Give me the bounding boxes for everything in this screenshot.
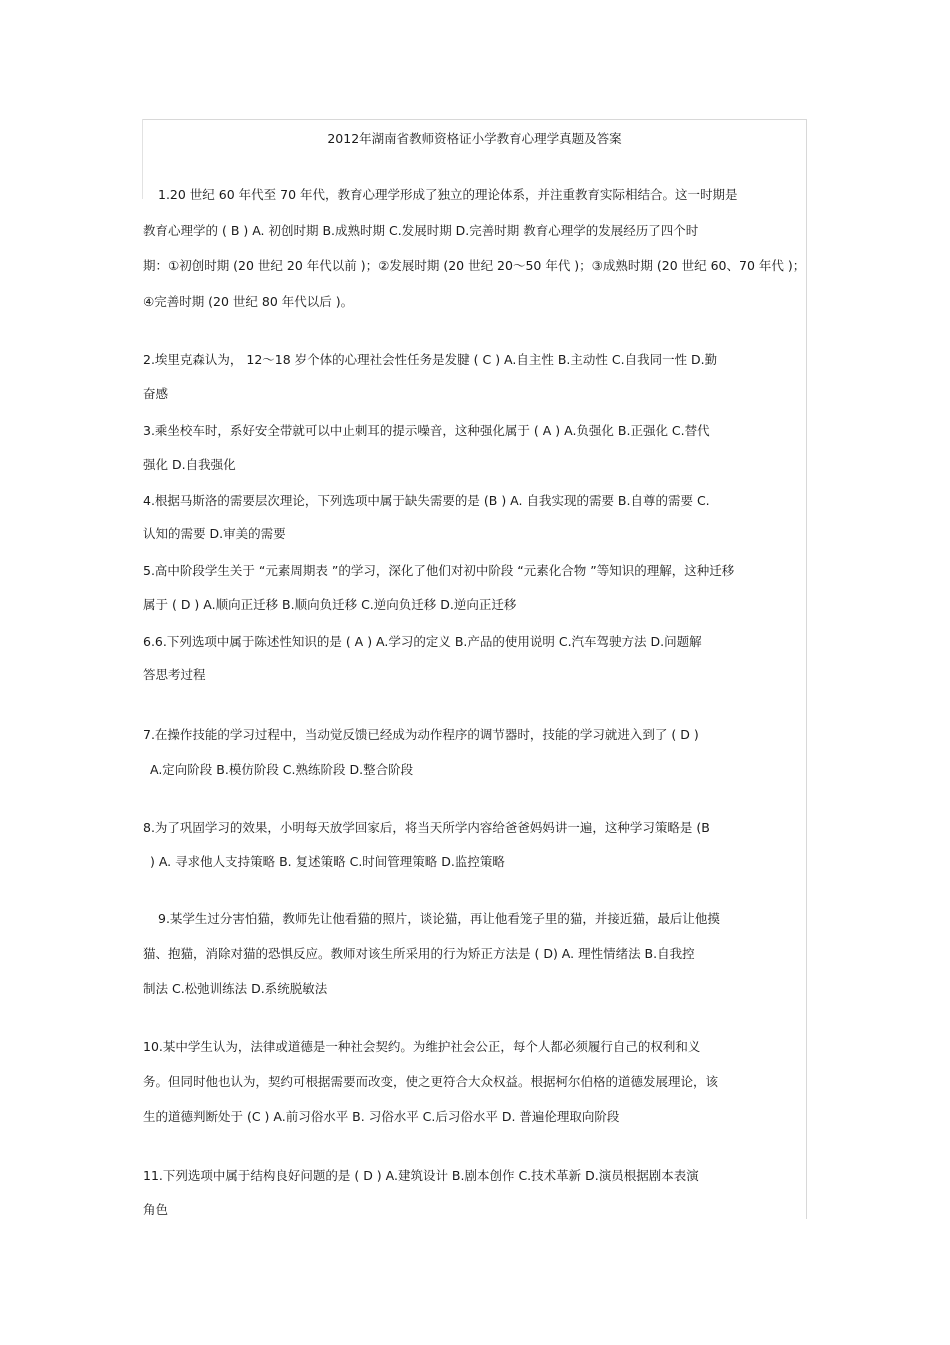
text-line: 2.埃里克森认为， 12～18 岁个体的心理社会性任务是发腱 ( C ) A.自主性 B.主动性 C.自我同一性 D.勤 — [143, 352, 718, 367]
text-line: 9.某学生过分害怕猫，教师先让他看猫的照片，谈论猫，再让他看笼子里的猫，并接近猫，最后让他摸 — [158, 911, 720, 926]
text-line: 答思考过程 — [143, 667, 206, 682]
text-line: A.定向阶段 B.模仿阶段 C.熟练阶段 D.整合阶段 — [150, 762, 414, 777]
page-border-right — [806, 119, 807, 1219]
text-line: 5.高中阶段学生关于 “元素周期表 ”的学习，深化了他们对初中阶段 “元素化合物 ”等知识的理解，这种迁移 — [143, 563, 735, 578]
text-line: 1.20 世纪 60 年代至 70 年代，教育心理学形成了独立的理论体系，并注重教育实际相结合。这一时期是 — [158, 187, 738, 202]
text-line: 教育心理学的 ( B ) A. 初创时期 B.成熟时期 C.发展时期 D.完善时期 教育心理学的发展经历了四个时 — [143, 223, 699, 238]
text-line: 属于 ( D ) A.顺向正迁移 B.顺向负迁移 C.逆向负迁移 D.逆向正迁移 — [143, 597, 517, 612]
text-line: 期：①初创时期 (20 世纪 20 年代以前 )；②发展时期 (20 世纪 20～50 年代 )；③成熟时期 (20 世纪 60、70 年代 )； — [143, 258, 806, 273]
text-line: ) A. 寻求他人支持策略 B. 复述策略 C.时间管理策略 D.监控策略 — [150, 854, 505, 869]
text-line: 3.乘坐校车时，系好安全带就可以中止刺耳的提示噪音，这种强化属于 ( A ) A.负强化 B.正强化 C.替代 — [143, 423, 710, 438]
text-line: 奋感 — [143, 386, 169, 401]
text-line: 4.根据马斯洛的需要层次理论，下列选项中属于缺失需要的是 (B ) A. 自我实现的需要 B.自尊的需要 C. — [143, 493, 710, 508]
text-line: 制法 C.松弛训练法 D.系统脱敏法 — [143, 981, 328, 996]
text-line: 猫、抱猫，消除对猫的恐惧反应。教师对该生所采用的行为矫正方法是 ( D) A. 理性情绪法 B.自我控 — [143, 946, 695, 961]
page-border-top — [142, 119, 807, 120]
text-line: 认知的需要 D.审美的需要 — [143, 526, 286, 541]
text-line: 生的道德判断处于 (C ) A.前习俗水平 B. 习俗水平 C.后习俗水平 D. 普遍伦理取向阶段 — [143, 1109, 620, 1124]
text-line: ④完善时期 (20 世纪 80 年代以后 )。 — [143, 294, 354, 309]
text-line: 7.在操作技能的学习过程中，当动觉反馈已经成为动作程序的调节器时，技能的学习就进入到了 ( D ) — [143, 727, 699, 742]
text-line: 10.某中学生认为，法律或道德是一种社会契约。为维护社会公正，每个人都必须履行自己的权利和义 — [143, 1039, 701, 1054]
text-line: 角色 — [143, 1202, 169, 1217]
text-line: 务。但同时他也认为，契约可根据需要而改变，使之更符合大众权益。根据柯尔伯格的道德发展理论，该 — [143, 1074, 719, 1089]
text-line: 8.为了巩固学习的效果，小明每天放学回家后，将当天所学内容给爸爸妈妈讲一遍，这种学习策略是 (B — [143, 820, 710, 835]
text-line: 11.下列选项中属于结构良好问题的是 ( D ) A.建筑设计 B.剧本创作 C.技术革新 D.演员根据剧本表演 — [143, 1168, 699, 1183]
text-line: 强化 D.自我强化 — [143, 457, 236, 472]
document-title: 2012年湖南省教师资格证小学教育心理学真题及答案 — [327, 131, 622, 146]
text-line: 6.6.下列选项中属于陈述性知识的是 ( A ) A.学习的定义 B.产品的使用说明 C.汽车驾驶方法 D.问题解 — [143, 634, 702, 649]
